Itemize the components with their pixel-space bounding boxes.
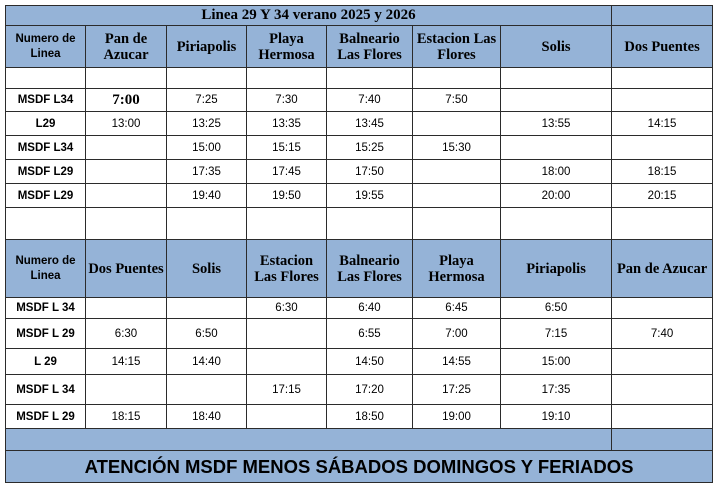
time-cell — [612, 136, 713, 160]
time-cell: 20:00 — [501, 184, 612, 208]
time-cell: 17:50 — [327, 160, 413, 184]
time-cell: 18:15 — [86, 405, 167, 429]
table-row — [6, 112, 713, 136]
time-cell: 19:00 — [413, 405, 501, 429]
time-cell: 20:15 — [612, 184, 713, 208]
time-cell — [247, 405, 327, 429]
line-label: L 29 — [6, 349, 86, 375]
blue-band-end-cell — [612, 429, 713, 451]
lower-stop-header: Pan de Azucar — [612, 240, 713, 298]
time-cell: 13:00 — [86, 112, 167, 136]
table-row — [6, 184, 713, 208]
time-cell: 6:30 — [86, 319, 167, 349]
time-cell: 13:45 — [327, 112, 413, 136]
schedule-table — [5, 5, 713, 483]
time-cell: 17:35 — [167, 160, 247, 184]
line-label: MSDF L34 — [6, 136, 86, 160]
time-cell: 19:50 — [247, 184, 327, 208]
time-cell: 6:55 — [327, 319, 413, 349]
time-cell: 18:15 — [612, 160, 713, 184]
time-cell: 15:25 — [327, 136, 413, 160]
table-row — [6, 298, 713, 319]
lower-stop-header: Balneario Las Flores — [327, 240, 413, 298]
time-cell: 13:25 — [167, 112, 247, 136]
time-cell: 6:50 — [501, 298, 612, 319]
time-cell: 6:45 — [413, 298, 501, 319]
time-cell: 14:15 — [612, 112, 713, 136]
line-label: MSDF L29 — [6, 160, 86, 184]
time-cell: 15:00 — [167, 136, 247, 160]
table-row — [6, 375, 713, 405]
lower-stop-header: Playa Hermosa — [413, 240, 501, 298]
time-cell: 15:30 — [413, 136, 501, 160]
lower-stop-header: Piriapolis — [501, 240, 612, 298]
time-cell — [247, 349, 327, 375]
table-row — [6, 319, 713, 349]
lower-stop-header: Dos Puentes — [86, 240, 167, 298]
upper-stop-header: Pan de Azucar — [86, 26, 167, 68]
blue-band-row — [6, 429, 713, 451]
table-row — [6, 349, 713, 375]
time-cell: 19:55 — [327, 184, 413, 208]
time-cell: 7:30 — [247, 89, 327, 112]
lower-stop-header: Estacion Las Flores — [247, 240, 327, 298]
title-row — [6, 6, 713, 26]
upper-stop-header: Dos Puentes — [612, 26, 713, 68]
footer-notice: ATENCIÓN MSDF MENOS SÁBADOS DOMINGOS Y FERIADOS — [6, 451, 713, 483]
time-cell: 18:40 — [167, 405, 247, 429]
time-cell — [86, 136, 167, 160]
lower-line-header: Numero de Linea — [6, 240, 86, 298]
time-cell: 18:00 — [501, 160, 612, 184]
time-cell: 14:15 — [86, 349, 167, 375]
time-cell — [501, 89, 612, 112]
time-cell — [413, 184, 501, 208]
table-row — [6, 405, 713, 429]
time-cell: 7:50 — [413, 89, 501, 112]
time-cell — [86, 160, 167, 184]
time-cell: 19:10 — [501, 405, 612, 429]
upper-spacer-row — [6, 68, 713, 89]
upper-stop-header: Estacion Las Flores — [413, 26, 501, 68]
line-label: MSDF L 34 — [6, 298, 86, 319]
table-row — [6, 160, 713, 184]
time-cell — [612, 89, 713, 112]
time-cell: 14:55 — [413, 349, 501, 375]
time-cell: 14:50 — [327, 349, 413, 375]
time-cell: 7:25 — [167, 89, 247, 112]
time-cell: 7:00 — [86, 89, 167, 112]
time-cell: 6:50 — [167, 319, 247, 349]
time-cell: 13:35 — [247, 112, 327, 136]
time-cell — [413, 112, 501, 136]
time-cell — [86, 298, 167, 319]
section-gap-row — [6, 208, 713, 240]
time-cell: 17:15 — [247, 375, 327, 405]
time-cell: 18:50 — [327, 405, 413, 429]
line-label: MSDF L 29 — [6, 405, 86, 429]
line-label: MSDF L34 — [6, 89, 86, 112]
table-row — [6, 89, 713, 112]
line-label: L29 — [6, 112, 86, 136]
time-cell: 17:25 — [413, 375, 501, 405]
upper-stop-header: Solis — [501, 26, 612, 68]
line-label: MSDF L 34 — [6, 375, 86, 405]
upper-stop-header: Balneario Las Flores — [327, 26, 413, 68]
time-cell: 6:40 — [327, 298, 413, 319]
table-row — [6, 136, 713, 160]
upper-header-row — [6, 26, 713, 68]
time-cell: 7:40 — [612, 319, 713, 349]
time-cell: 14:40 — [167, 349, 247, 375]
upper-stop-header: Piriapolis — [167, 26, 247, 68]
time-cell — [612, 298, 713, 319]
lower-stop-header: Solis — [167, 240, 247, 298]
time-cell: 15:00 — [501, 349, 612, 375]
line-label: MSDF L 29 — [6, 319, 86, 349]
time-cell — [167, 375, 247, 405]
upper-line-header: Numero de Linea — [6, 26, 86, 68]
time-cell: 17:20 — [327, 375, 413, 405]
time-cell — [86, 375, 167, 405]
time-cell: 7:00 — [413, 319, 501, 349]
upper-stop-header: Playa Hermosa — [247, 26, 327, 68]
time-cell — [612, 405, 713, 429]
time-cell — [86, 184, 167, 208]
time-cell — [167, 298, 247, 319]
time-cell — [247, 319, 327, 349]
time-cell: 19:40 — [167, 184, 247, 208]
lower-header-row — [6, 240, 713, 298]
title-blank-cell — [612, 6, 713, 26]
time-cell: 15:15 — [247, 136, 327, 160]
time-cell: 13:55 — [501, 112, 612, 136]
time-cell — [612, 375, 713, 405]
time-cell — [612, 349, 713, 375]
time-cell: 6:30 — [247, 298, 327, 319]
time-cell: 7:15 — [501, 319, 612, 349]
time-cell — [413, 160, 501, 184]
schedule-title: Linea 29 Y 34 verano 2025 y 2026 — [6, 6, 612, 26]
time-cell — [501, 136, 612, 160]
footer-row — [6, 451, 713, 483]
line-label: MSDF L29 — [6, 184, 86, 208]
time-cell: 17:35 — [501, 375, 612, 405]
blue-band-cell — [6, 429, 612, 451]
time-cell: 7:40 — [327, 89, 413, 112]
time-cell: 17:45 — [247, 160, 327, 184]
